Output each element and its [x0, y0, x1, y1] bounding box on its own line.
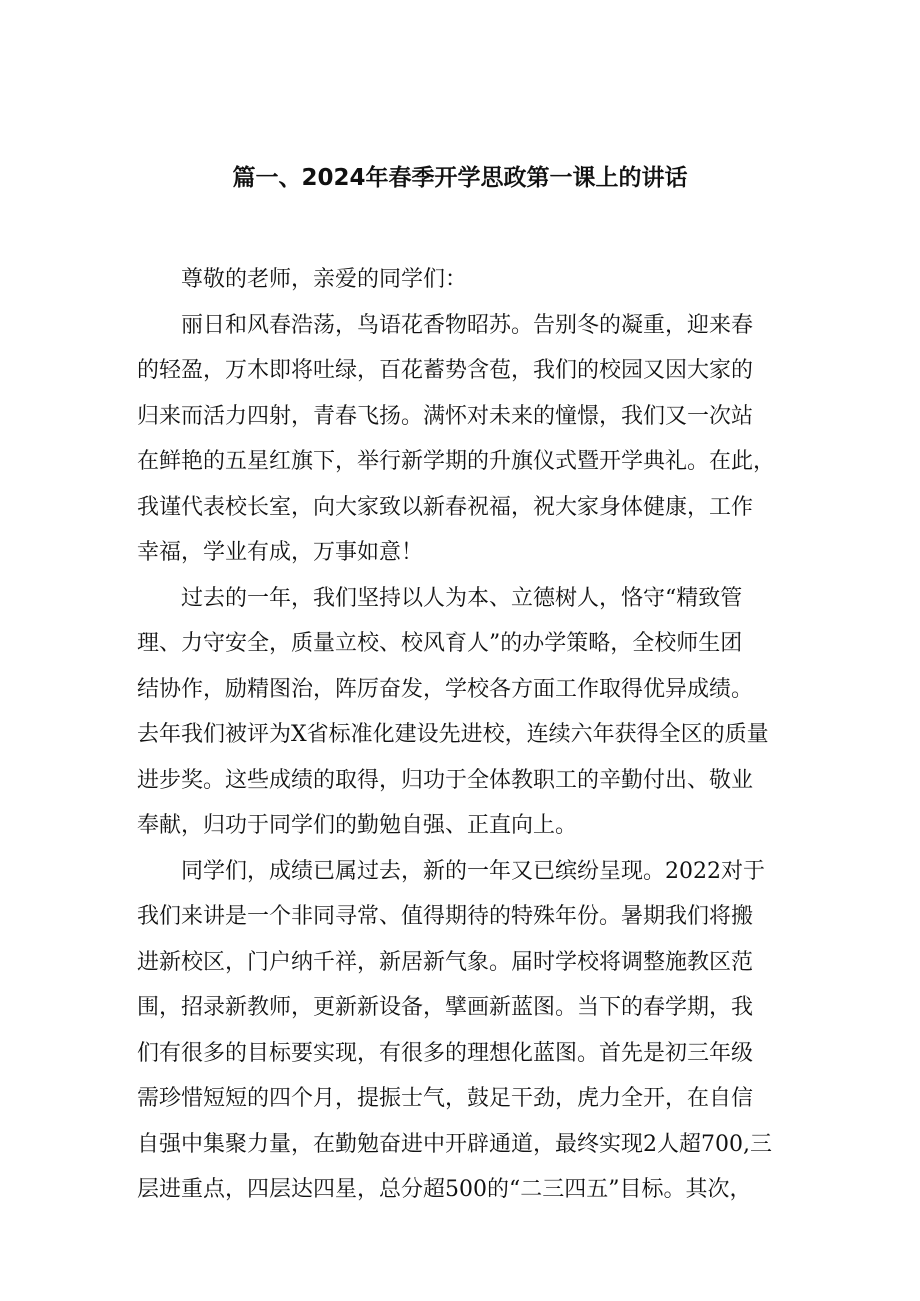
text-line: 们有很多的目标要实现，有很多的理想化蓝图。首先是初三年级 — [137, 1040, 754, 1066]
document-body — [137, 257, 785, 1213]
text-line: 层进重点，四层达四星，总分超500的“二三四五”目标。其次， — [137, 1177, 752, 1202]
text-line: 归来而活力四射，青春飞扬。满怀对未来的憧憬，我们又一次站 — [137, 403, 754, 429]
text-line: 自强中集聚力量，在勤勉奋进中开辟通道，最终实现2人超700,三 — [137, 1131, 772, 1157]
text-line: 在鲜艳的五星红旗下，举行新学期的升旗仪式暨开学典礼。在此， — [137, 449, 776, 474]
text-line: 丽日和风春浩荡，鸟语花香物昭苏。告别冬的凝重，迎来春 — [181, 312, 754, 338]
text-line: 奉献，归功于同学们的勤勉自强、正直向上。 — [137, 813, 578, 838]
text-line: 进新校区，门户纳千祥，新居新气象。届时学校将调整施教区范 — [137, 949, 754, 975]
text-line: 进步奖。这些成绩的取得，归功于全体教职工的辛勤付出、敬业 — [137, 767, 754, 793]
text-line: 需珍惜短短的四个月，提振士气，鼓足干劲，虎力全开，在自信 — [137, 1086, 754, 1111]
text-line: 的轻盈，万木即将吐绿，百花蓄势含苞，我们的校园又因大家的 — [137, 358, 754, 383]
text-line: 过去的一年，我们坚持以人为本、立德树人，恪守“精致管 — [181, 585, 743, 611]
text-line: 尊敬的老师，亲爱的同学们： — [181, 267, 468, 292]
text-line: 我谨代表校长室，向大家致以新春祝福，祝大家身体健康，工作 — [137, 494, 754, 520]
text-line: 我们来讲是一个非同寻常、值得期待的特殊年份。暑期我们将搬 — [137, 904, 754, 929]
text-line: 幸福，学业有成，万事如意！ — [137, 540, 424, 565]
text-line: 理、力守安全，质量立校、校风育人”的办学策略，全校师生团 — [137, 631, 743, 656]
document-title: 篇一、2024年春季开学思政第一课上的讲话 — [232, 165, 688, 191]
text-line: 围，招录新教师，更新新设备，擘画新蓝图。当下的春学期，我 — [137, 995, 754, 1020]
text-line: 结协作，励精图治，阵厉奋发，学校各方面工作取得优异成绩。 — [137, 676, 754, 702]
text-line: 去年我们被评为X省标准化建设先进校，连续六年获得全区的质量 — [137, 722, 769, 747]
text-line: 同学们，成绩已属过去，新的一年又已缤纷呈现。2022对于 — [181, 858, 765, 884]
